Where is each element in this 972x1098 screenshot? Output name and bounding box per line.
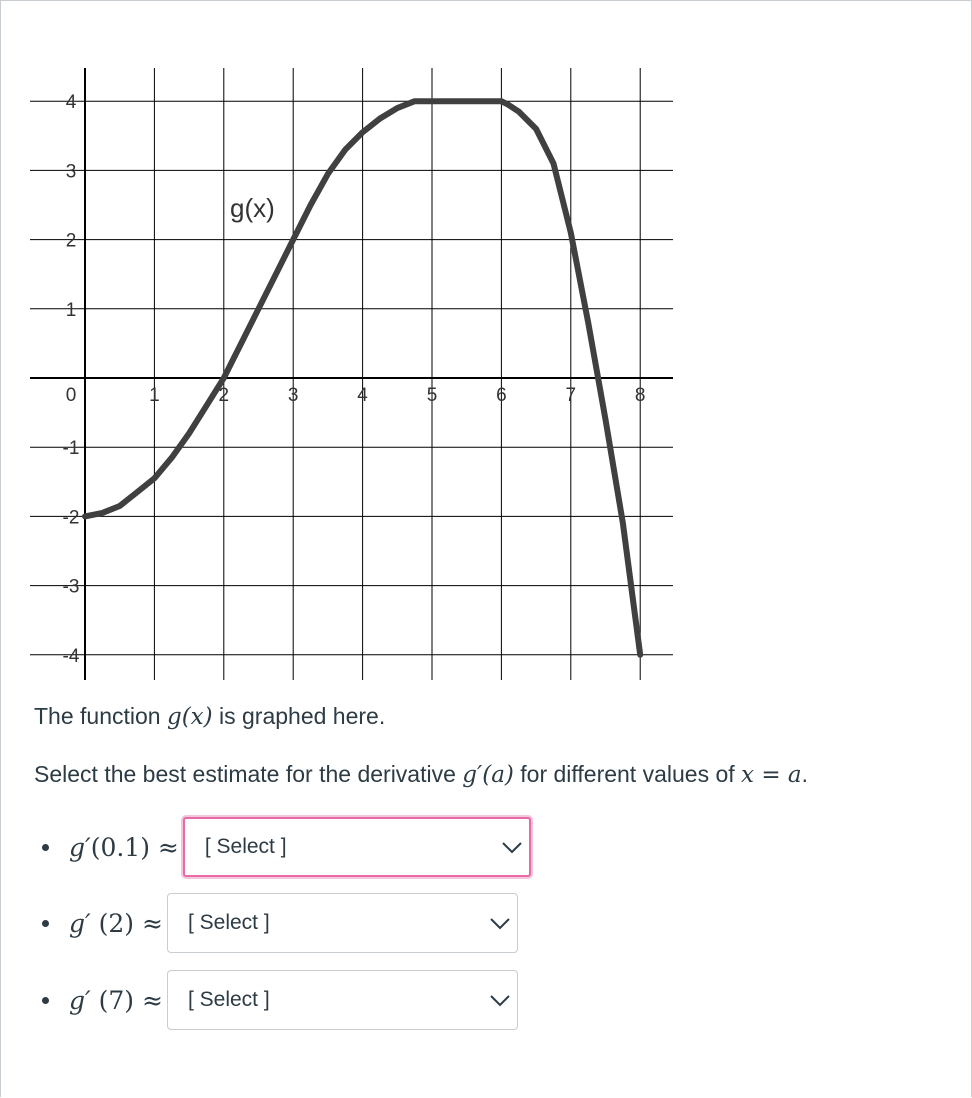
grid bbox=[30, 68, 673, 680]
line2-before: Select the best estimate for the derivative bbox=[34, 761, 463, 787]
question-line-1 bbox=[34, 703, 385, 730]
line1-before: The function bbox=[34, 703, 167, 729]
line2-after: . bbox=[801, 761, 809, 787]
y-tick-label: 4 bbox=[65, 92, 77, 114]
derivative-select-2[interactable] bbox=[167, 893, 518, 953]
y-tick-label: -4 bbox=[62, 645, 80, 667]
bullet-dot bbox=[42, 920, 49, 927]
x-tick-label: 6 bbox=[496, 385, 507, 406]
bullet-dot bbox=[42, 997, 49, 1004]
x-tick-label: 1 bbox=[149, 385, 160, 406]
y-tick-label: -1 bbox=[62, 438, 80, 460]
line2-math2: x = a bbox=[741, 762, 802, 788]
select-value: [ Select ] bbox=[204, 835, 287, 858]
line2-math: g′(a) bbox=[462, 762, 514, 788]
chevron-down-icon bbox=[489, 992, 511, 1008]
item-expression: g′ (2) ≈ bbox=[69, 908, 163, 938]
y-tick-label: 1 bbox=[65, 299, 77, 321]
y-tick-label: 0 bbox=[65, 385, 77, 406]
curve-label: g(x) bbox=[230, 193, 275, 223]
y-tick-label: 2 bbox=[65, 230, 77, 252]
item-expression: g′ (7) ≈ bbox=[69, 985, 163, 1015]
derivative-select-3[interactable] bbox=[167, 970, 518, 1030]
list-item bbox=[42, 893, 518, 953]
line1-after: is graphed here. bbox=[212, 703, 386, 729]
x-tick-label: 2 bbox=[218, 385, 230, 406]
item-expression: g′(0.1) ≈ bbox=[69, 832, 179, 862]
select-value: [ Select ] bbox=[187, 988, 270, 1011]
derivative-select-1[interactable] bbox=[183, 817, 531, 877]
list-item bbox=[42, 970, 518, 1030]
line2-middle: for different values of bbox=[513, 761, 742, 787]
bullet-dot bbox=[42, 844, 49, 851]
list-item bbox=[42, 817, 531, 877]
question-line-2 bbox=[34, 761, 808, 788]
x-tick-label: 8 bbox=[634, 385, 646, 406]
x-tick-label: 7 bbox=[565, 385, 577, 406]
chevron-down-icon bbox=[501, 839, 523, 855]
y-tick-label: 3 bbox=[65, 161, 77, 183]
axes bbox=[30, 68, 673, 680]
x-tick-label: 4 bbox=[357, 385, 368, 406]
x-tick-label: 3 bbox=[287, 385, 299, 406]
line1-math: g(x) bbox=[166, 704, 213, 730]
x-tick-label: 5 bbox=[426, 385, 438, 406]
y-tick-label: -2 bbox=[62, 507, 80, 529]
y-tick-label: -3 bbox=[62, 576, 80, 598]
select-value: [ Select ] bbox=[187, 911, 270, 934]
chevron-down-icon bbox=[489, 915, 511, 931]
graph-gx bbox=[30, 60, 680, 685]
